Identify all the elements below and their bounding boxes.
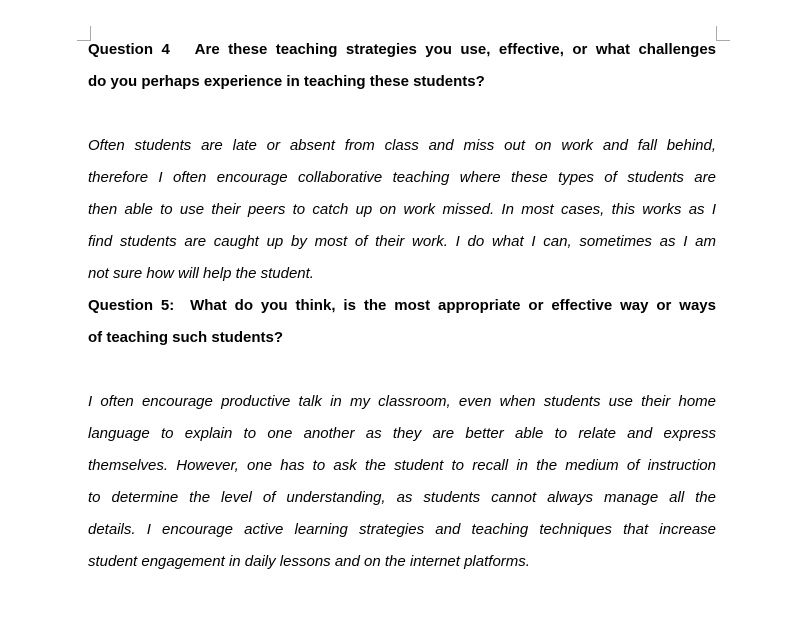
answer-4-line-3: then able to use their peers to catch up on work missed. In most cases, this works as I (88, 201, 716, 218)
question-5-heading-line-1: Question 5: What do you think, is the most appropriate or effective way or ways (88, 297, 716, 314)
answer-5-line-4: to determine the level of understanding, as students cannot always manage all the (88, 489, 716, 506)
answer-4-line-4: find students are caught up by most of their work. I do what I can, sometimes as I am (88, 233, 716, 250)
answer-4-line-2: therefore I often encourage collaborative teaching where these types of students are (88, 169, 716, 186)
answer-5-line-3: themselves. However, one has to ask the student to recall in the medium of instruction (88, 457, 716, 474)
blank-line (88, 354, 716, 386)
answer-4-paragraph (88, 130, 716, 290)
answer-5-line-5: details. I encourage active learning strategies and teaching techniques that increase (88, 521, 716, 538)
answer-5-paragraph (88, 386, 716, 578)
question-4-heading (88, 34, 716, 98)
document-text-area (88, 34, 716, 578)
answer-5-line-2: language to explain to one another as they are better able to relate and express (88, 425, 716, 442)
answer-5-line-1: I often encourage productive talk in my classroom, even when students use their home (88, 393, 716, 410)
question-4-heading-line-1: Question 4 Are these teaching strategies you use, effective, or what challenges (88, 41, 716, 58)
blank-line (88, 98, 716, 130)
answer-4-line-5: not sure how will help the student. (88, 265, 314, 282)
question-4-heading-line-2: do you perhaps experience in teaching these students? (88, 73, 485, 90)
question-5-heading (88, 290, 716, 354)
answer-4-line-1: Often students are late or absent from class and miss out on work and fall behind, (88, 137, 716, 154)
question-5-heading-line-2: of teaching such students? (88, 329, 284, 346)
answer-5-line-6: student engagement in daily lessons and on the internet platforms. (88, 553, 530, 570)
text-boundary-mark-top-right (716, 26, 730, 41)
